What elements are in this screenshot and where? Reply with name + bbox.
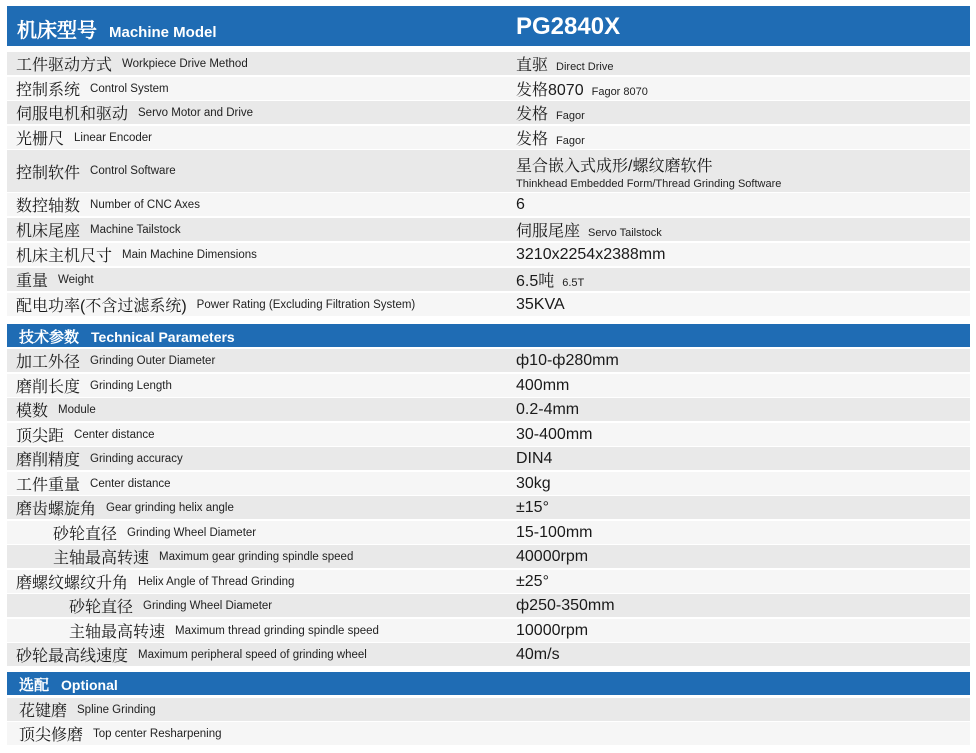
spec-row [7,722,970,745]
spec-row [7,150,970,192]
machine-model-header [7,6,970,46]
spec-label-en: Control Software [90,165,176,177]
spec-value-sub: Thinkhead Embedded Form/Thread Grinding Software [516,177,782,190]
machine-model-label-en: Machine Model [109,24,217,41]
spec-label-zh: 工件驱动方式 [16,57,113,74]
spec-value-main: 直驱 [516,57,549,74]
spec-value-main: 40000rpm [516,547,589,565]
spec-label-zh: 重量 [16,273,49,290]
spec-label [7,349,215,372]
spec-label-zh: 工件重量 [16,477,81,494]
spec-label-zh: 机床主机尺寸 [16,248,113,265]
spec-label-en: Number of CNC Axes [90,198,200,211]
spec-value-main: 400mm [516,376,570,394]
spec-label-en: Maximum thread grinding spindle speed [175,624,379,637]
spec-value [516,126,585,149]
spec-label-zh: 花键磨 [19,703,68,720]
spec-value [516,643,560,666]
spec-label-zh: 伺服电机和驱动 [16,106,129,123]
spec-value [516,594,615,617]
spec-label [7,193,200,216]
spec-label [7,594,272,617]
spec-label-en: Grinding Outer Diameter [90,354,216,367]
spec-label-en: Top center Resharpening [93,727,222,740]
spec-label-zh: 控制软件 [16,164,81,182]
spec-row [7,698,970,721]
spec-value [516,423,592,446]
spec-row [7,423,970,446]
spec-value [516,521,592,544]
spec-label-en: Grinding accuracy [90,452,183,465]
spec-label-en: Machine Tailstock [90,223,181,236]
spec-value-main: ±15° [516,498,549,516]
spec-label-en: Grinding Wheel Diameter [127,526,257,539]
spec-row [7,349,970,372]
spec-value-main: 0.2-4mm [516,400,580,418]
spec-value-main: 40m/s [516,645,560,663]
spec-value-main: 3210x2254x2388mm [516,245,666,263]
spec-label-zh: 主轴最高转速 [69,624,166,641]
spec-label-en: Control System [90,82,169,95]
spec-value-main: 伺服尾座 [516,223,581,240]
machine-model-label-zh: 机床型号 [17,20,97,42]
spec-label [7,722,222,745]
spec-value [516,101,585,124]
spec-value-en: Direct Drive [556,61,614,73]
spec-label-zh: 磨齿螺旋角 [16,501,97,518]
spec-label-en: Center distance [74,428,155,441]
spec-value-main: ф10-ф280mm [516,351,619,369]
spec-value-main: 30-400mm [516,425,593,443]
spec-label-zh: 砂轮直径 [69,599,134,616]
spec-value-main: 6 [516,195,525,213]
spec-row [7,243,970,266]
spec-value-main: DIN4 [516,449,553,467]
spec-label-en: Module [58,403,96,416]
spec-row [7,496,970,519]
spec-label-en: Linear Encoder [74,131,153,144]
spec-label-zh: 控制系统 [16,82,81,99]
spec-value [516,472,551,495]
spec-value [516,570,549,593]
spec-row [7,218,970,241]
spec-value-main: 10000rpm [516,621,589,639]
spec-value [516,193,525,216]
spec-row [7,643,970,666]
spec-value [516,496,549,519]
spec-value [516,349,619,372]
machine-model-value: PG2840X [516,13,621,40]
spec-row [7,521,970,544]
spec-value [516,293,565,316]
spec-value-en: Fagor [556,110,585,122]
spec-row [7,472,970,495]
spec-label-en: Maximum peripheral speed of grinding wheel [138,648,367,661]
spec-label [7,521,256,544]
spec-value-en: Servo Tailstock [588,227,662,239]
spec-value-en: 6.5T [562,277,585,289]
spec-value [516,398,579,421]
spec-label-zh: 顶尖修磨 [19,727,84,744]
optional-header [7,672,970,695]
spec-row [7,619,970,642]
spec-label-en: Power Rating (Excluding Filtration System) [196,298,416,311]
spec-row [7,77,970,100]
spec-label [7,374,172,397]
technical-parameters-header [7,324,970,347]
spec-value [516,447,552,470]
spec-label [7,619,379,642]
spec-label-zh: 机床尾座 [16,223,81,240]
spec-label-en: Gear grinding helix angle [106,501,234,514]
spec-label [7,447,183,470]
spec-row [7,126,970,149]
spec-label [7,126,152,149]
spec-value [516,52,613,75]
spec-label-zh: 数控轴数 [16,198,81,215]
spec-value-main: 发格 [516,106,549,123]
spec-value [516,545,588,568]
spec-value-main: 星合嵌入式成形/螺纹磨软件 [516,157,713,175]
spec-row [7,52,970,75]
technical-parameters-label-en: Technical Parameters [91,329,235,345]
spec-label [7,472,171,495]
spec-label [7,77,169,100]
spec-value-main: ±25° [516,572,549,590]
spec-label-zh: 磨螺纹螺纹升角 [16,575,129,592]
spec-value-main: 35KVA [516,295,565,313]
spec-row [7,594,970,617]
spec-label-en: Servo Motor and Drive [138,106,254,119]
spec-label-zh: 光栅尺 [16,131,65,148]
spec-label-zh: 主轴最高转速 [53,550,150,567]
spec-label-en: Center distance [90,477,171,490]
technical-parameters-label-zh: 技术参数 [19,329,80,346]
spec-label-zh: 模数 [16,403,49,420]
spec-label [7,101,253,124]
spec-label-zh: 顶尖距 [16,428,65,445]
spec-value [516,150,781,192]
spec-row [7,268,970,291]
spec-value [516,268,584,291]
spec-label [7,545,353,568]
spec-row [7,447,970,470]
spec-label-en: Workpiece Drive Method [122,57,248,70]
spec-label [7,218,181,241]
spec-label-en: Spline Grinding [77,703,156,716]
spec-value-main: ф250-350mm [516,596,615,614]
spec-label-en: Weight [58,273,94,286]
spec-label-zh: 砂轮直径 [53,526,118,543]
spec-row [7,193,970,216]
spec-label-zh: 加工外径 [16,354,81,371]
spec-label [7,423,155,446]
spec-label [7,243,257,266]
spec-label-en: Grinding Wheel Diameter [143,599,273,612]
spec-value-main: 6.5吨 [516,273,555,290]
spec-value-main: 15-100mm [516,523,593,541]
spec-label-en: Main Machine Dimensions [122,248,257,261]
spec-row [7,570,970,593]
spec-value [516,374,569,397]
spec-label-zh: 磨削长度 [16,379,81,396]
spec-value-main: 发格 [516,131,549,148]
spec-label-zh: 砂轮最高线速度 [16,648,129,665]
spec-value-main: 30kg [516,474,551,492]
spec-label [7,570,294,593]
spec-value-main: 发格8070 [516,82,584,99]
spec-value [516,243,665,266]
spec-value [516,619,588,642]
spec-value [516,77,648,100]
spec-label-en: Grinding Length [90,379,172,392]
spec-value-en: Fagor 8070 [591,86,648,98]
optional-label-zh: 选配 [19,677,50,694]
spec-row [7,293,970,316]
spec-label-en: Helix Angle of Thread Grinding [138,575,295,588]
optional-label-en: Optional [61,677,118,693]
spec-row [7,374,970,397]
spec-label [7,293,415,316]
spec-label-en: Maximum gear grinding spindle speed [159,550,354,563]
spec-row [7,101,970,124]
spec-value-en: Fagor [556,135,585,147]
spec-label [7,52,248,75]
spec-label-zh: 磨削精度 [16,452,81,469]
spec-label [7,643,367,666]
spec-row [7,545,970,568]
spec-row [7,398,970,421]
spec-label [7,496,234,519]
spec-value [516,218,662,241]
spec-label [7,698,156,721]
spec-label-zh: 配电功率(不含过滤系统) [16,298,187,315]
spec-label [7,150,176,192]
spec-label [7,268,94,291]
spec-label [7,398,96,421]
